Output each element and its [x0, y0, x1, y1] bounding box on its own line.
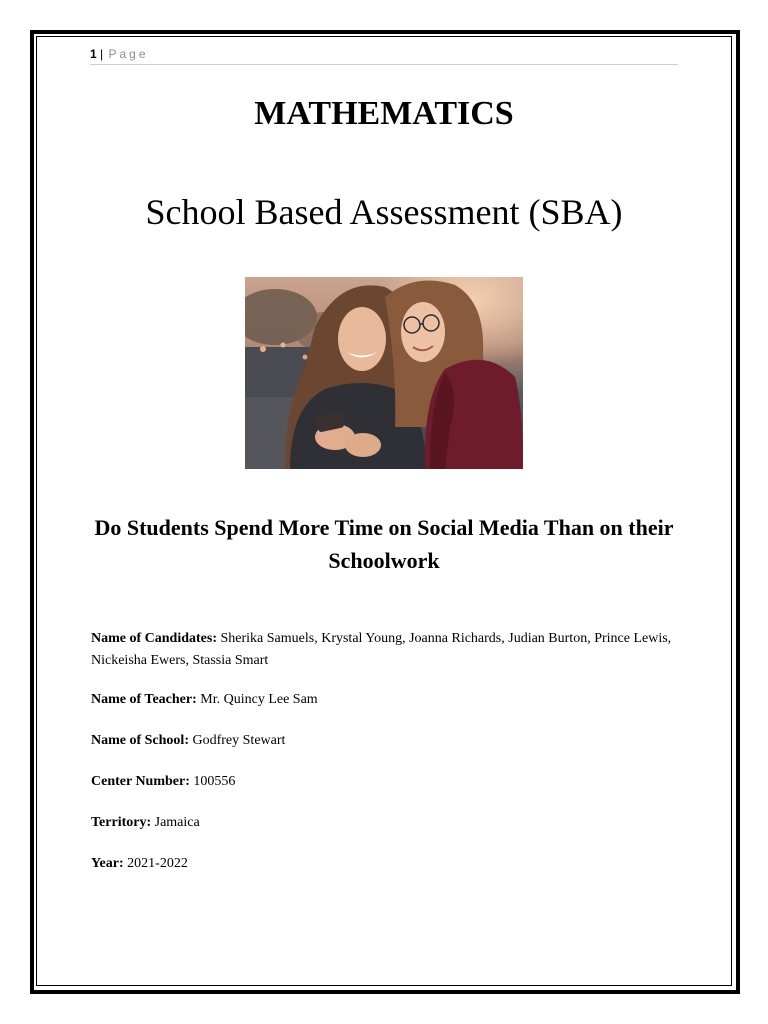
sba-topic: Do Students Spend More Time on Social Media Than on their Schoolwork [94, 515, 674, 573]
page-header [90, 44, 678, 65]
document-title: MATHEMATICS [254, 95, 514, 132]
territory-value: Jamaica [154, 815, 200, 830]
year-label: Year: [91, 856, 124, 871]
candidates-value: Sherika Samuels, Krystal Young, Joanna Richards, Judian Burton, Prince Lewis, Nickeisha Ewers, Stassia Smart [91, 631, 672, 668]
page-separator: | [100, 47, 104, 61]
school-label: Name of School: [91, 733, 189, 748]
center-number-field [91, 771, 681, 793]
territory-label: Territory: [91, 815, 152, 830]
school-field [91, 730, 681, 752]
center-number-value: 100556 [193, 774, 236, 789]
page-word: Page [108, 47, 149, 61]
territory-field [91, 812, 681, 834]
document-subtitle: School Based Assessment (SBA) [145, 192, 623, 232]
page-number: 1 [90, 47, 97, 61]
teacher-field [91, 689, 681, 711]
year-field [91, 853, 681, 875]
cover-photo [245, 277, 523, 469]
teacher-label: Name of Teacher: [91, 692, 197, 707]
candidates-field [91, 628, 681, 672]
center-number-label: Center Number: [91, 774, 190, 789]
teacher-value: Mr. Quincy Lee Sam [200, 692, 318, 707]
candidates-label: Name of Candidates: [91, 631, 217, 646]
year-value: 2021-2022 [127, 856, 188, 871]
school-value: Godfrey Stewart [192, 733, 286, 748]
